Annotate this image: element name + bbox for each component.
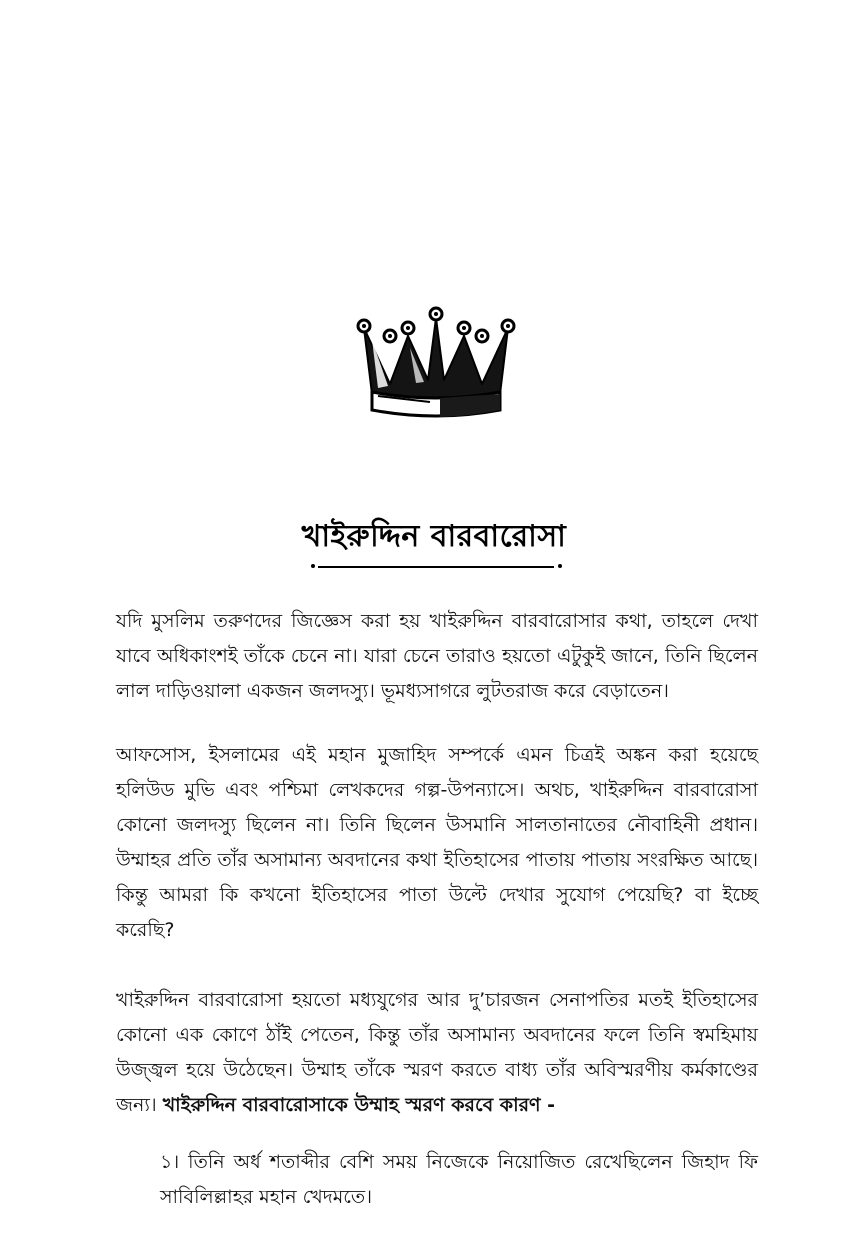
chapter-title: খাইরুদ্দিন বারবারোসা (301, 519, 567, 554)
paragraph-3-text: খাইরুদ্দিন বারবারোসা হয়তো মধ্যযুগের আর দু’চারজন সেনাপতির মতই ইতিহাসের কোনো এক কোণে ঠাঁই পেতেন, কিন্তু তাঁর অসামান্য অবদানের ফলে তিনি স্বমহিমায় উজ্জ্বল হয়ে উঠেছেন। উম্মাহ তাঁকে স্মরণ করতে বাধ্য তাঁর অবিস্মরণীয় কর্মকাণ্ডের জন্য। (116, 989, 758, 1116)
paragraph-1: যদি মুসলিম তরুণদের জিজ্ঞেস করা হয় খাইরুদ্দিন বারবারোসার কথা, তাহলে দেখা যাবে অধিকাংশই তাঁকে চেনে না। যারা চেনে তারাও হয়তো এটুকুই জানে, তিনি ছিলেন লাল দাড়িওয়ালা একজন জলদস্যু। ভূমধ্যসাগরে লুটতরাজ করে বেড়াতেন। (116, 610, 758, 702)
paragraph-3 (116, 983, 758, 1123)
title-rule-dot-left (311, 564, 315, 568)
paragraph-2: আফসোস, ইসলামের এই মহান মুজাহিদ সম্পর্কে এমন চিত্রই অঙ্কন করা হয়েছে হলিউড মুভি এবং পশ্চিমা লেখকদের গল্প-উপন্যাসে। অথচ, খাইরুদ্দিন বারবারোসা কোনো জলদস্যু ছিলেন না। তিনি ছিলেন উসমানি সালতানাতের নৌবাহিনী প্রধান। উম্মাহর প্রতি তাঁর অসামান্য অবদানের কথা ইতিহাসের পাতায় পাতায় সংরক্ষিত আছে। কিন্তু আমরা কি কখনো ইতিহাসের পাতা উল্টে দেখার সুযোগ পেয়েছি? বা ইচ্ছে করেছি? (116, 744, 758, 941)
title-underline (318, 566, 554, 568)
bold-sentence: খাইরুদ্দিন বারবারোসাকে উম্মাহ স্মরণ করবে কারণ - (162, 1094, 556, 1116)
crown-icon (350, 306, 522, 418)
list-item-1: ১। তিনি অর্ধ শতাব্দীর বেশি সময় নিজেকে নিয়োজিত রেখেছিলেন জিহাদ ফি সাবিলিল্লাহর মহান খেদমতে। (160, 1151, 758, 1208)
title-rule-dot-right (558, 564, 562, 568)
